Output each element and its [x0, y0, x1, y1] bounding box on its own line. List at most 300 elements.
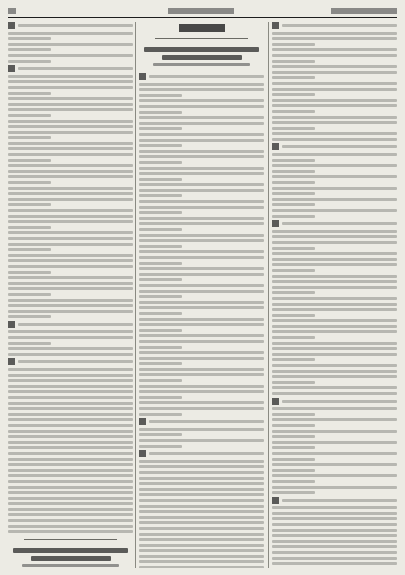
- text-line-placeholder: [8, 248, 51, 251]
- text-line-placeholder: [8, 80, 133, 83]
- text-line-placeholder: [8, 142, 133, 145]
- text-line-placeholder: [272, 159, 315, 162]
- text-line-placeholder: [8, 203, 51, 206]
- initial-letter-placeholder: [8, 321, 15, 328]
- text-line-placeholder: [139, 301, 264, 304]
- text-line-placeholder: [139, 566, 264, 568]
- text-line-placeholder: [8, 508, 133, 511]
- text-line-placeholder: [272, 342, 397, 345]
- text-line-placeholder: [272, 424, 315, 427]
- text-line-placeholder: [8, 463, 133, 466]
- text-line-placeholder: [8, 368, 133, 371]
- text-line-placeholder: [272, 452, 397, 455]
- text-line-placeholder: [8, 136, 51, 139]
- column-divider: [135, 22, 136, 568]
- text-line-placeholder: [272, 116, 397, 119]
- text-line-placeholder: [149, 420, 264, 423]
- text-line-placeholder: [139, 94, 182, 97]
- text-line-placeholder: [8, 299, 133, 302]
- text-line-placeholder: [139, 267, 264, 270]
- text-line-placeholder: [139, 239, 264, 242]
- text-line-placeholder: [8, 474, 133, 477]
- text-line-placeholder: [272, 435, 315, 438]
- text-line-placeholder: [8, 385, 133, 388]
- text-line-placeholder: [8, 164, 133, 167]
- text-line-placeholder: [272, 104, 397, 107]
- initial-letter-placeholder: [272, 398, 279, 405]
- text-line-placeholder: [8, 502, 133, 505]
- paragraph-start: [272, 220, 397, 227]
- masthead: [8, 6, 397, 18]
- text-line-placeholder: [8, 315, 51, 318]
- text-line-placeholder: [149, 75, 264, 78]
- text-line-placeholder: [8, 452, 133, 455]
- text-line-placeholder: [272, 446, 315, 449]
- text-line-placeholder: [272, 407, 397, 410]
- initial-letter-placeholder: [272, 22, 279, 29]
- text-line-placeholder: [8, 441, 133, 444]
- text-line-placeholder: [139, 105, 264, 108]
- text-line-placeholder: [272, 110, 315, 113]
- paragraph-start: [8, 321, 133, 328]
- text-line-placeholder: [272, 370, 397, 373]
- text-line-placeholder: [272, 93, 315, 96]
- text-line-placeholder: [272, 358, 315, 361]
- text-line-placeholder: [8, 446, 133, 449]
- text-line-placeholder: [272, 209, 397, 212]
- text-line-placeholder: [272, 82, 397, 85]
- text-line-placeholder: [272, 441, 397, 444]
- column-2: [139, 22, 264, 568]
- text-line-placeholder: [272, 170, 315, 173]
- text-line-placeholder: [139, 133, 264, 136]
- text-line-placeholder: [272, 303, 397, 306]
- text-line-placeholder: [8, 458, 133, 461]
- text-line-placeholder: [139, 396, 182, 399]
- text-line-placeholder: [8, 330, 133, 333]
- text-line-placeholder: [139, 323, 264, 326]
- text-line-placeholder: [8, 491, 133, 494]
- text-line-placeholder: [272, 258, 397, 261]
- text-line-placeholder: [8, 336, 133, 339]
- text-line-placeholder: [272, 280, 397, 283]
- text-line-placeholder: [272, 275, 397, 278]
- text-line-placeholder: [139, 189, 264, 192]
- text-line-placeholder: [272, 76, 315, 79]
- text-line-placeholder: [272, 486, 397, 489]
- text-line-placeholder: [139, 413, 182, 416]
- text-line-placeholder: [139, 445, 182, 448]
- text-line-placeholder: [8, 342, 51, 345]
- text-line-placeholder: [8, 231, 133, 234]
- text-line-placeholder: [139, 262, 182, 265]
- text-line-placeholder: [272, 241, 397, 244]
- initial-letter-placeholder: [272, 143, 279, 150]
- text-line-placeholder: [139, 329, 182, 332]
- text-line-placeholder: [8, 192, 133, 195]
- text-line-placeholder: [139, 256, 264, 259]
- text-line-placeholder: [272, 215, 315, 218]
- paragraph-start: [272, 398, 397, 405]
- text-line-placeholder: [272, 474, 397, 477]
- text-line-placeholder: [139, 318, 264, 321]
- text-line-placeholder: [8, 114, 51, 117]
- text-line-placeholder: [139, 194, 182, 197]
- text-line-placeholder: [8, 413, 133, 416]
- paragraph-start: [139, 418, 264, 425]
- text-line-placeholder: [8, 92, 51, 95]
- text-line-placeholder: [18, 323, 133, 326]
- text-line-placeholder: [8, 153, 133, 156]
- text-line-placeholder: [272, 463, 397, 466]
- text-line-placeholder: [8, 353, 133, 356]
- text-line-placeholder: [139, 206, 264, 209]
- text-line-placeholder: [139, 482, 264, 485]
- initial-letter-placeholder: [8, 358, 15, 365]
- text-line-placeholder: [8, 486, 133, 489]
- text-line-placeholder: [272, 48, 397, 51]
- text-line-placeholder: [272, 491, 315, 494]
- text-line-placeholder: [8, 310, 133, 313]
- text-line-placeholder: [139, 340, 264, 343]
- text-line-placeholder: [8, 198, 133, 201]
- text-line-placeholder: [139, 122, 264, 125]
- text-line-placeholder: [139, 150, 264, 153]
- initial-letter-placeholder: [272, 497, 279, 504]
- text-line-placeholder: [139, 351, 264, 354]
- article-divider: [155, 38, 248, 39]
- text-line-placeholder: [272, 181, 315, 184]
- text-line-placeholder: [272, 330, 397, 333]
- text-line-placeholder: [139, 306, 264, 309]
- text-line-placeholder: [272, 198, 397, 201]
- text-line-placeholder: [8, 43, 133, 46]
- text-line-placeholder: [272, 88, 397, 91]
- text-line-placeholder: [8, 209, 133, 212]
- text-line-placeholder: [272, 523, 397, 526]
- text-line-placeholder: [139, 83, 264, 86]
- text-line-placeholder: [8, 379, 133, 382]
- text-line-placeholder: [272, 138, 397, 141]
- text-line-placeholder: [272, 308, 397, 311]
- text-line-placeholder: [139, 167, 264, 170]
- initial-letter-placeholder: [8, 22, 15, 29]
- text-line-placeholder: [8, 513, 133, 516]
- text-line-placeholder: [272, 319, 397, 322]
- text-line-placeholder: [8, 125, 133, 128]
- text-line-placeholder: [8, 75, 133, 78]
- text-line-placeholder: [272, 252, 397, 255]
- text-line-placeholder: [272, 71, 397, 74]
- text-line-placeholder: [8, 407, 133, 410]
- text-line-placeholder: [272, 286, 397, 289]
- text-line-placeholder: [139, 471, 264, 474]
- text-line-placeholder: [282, 24, 397, 27]
- text-line-placeholder: [272, 347, 397, 350]
- paragraph-start: [272, 497, 397, 504]
- text-line-placeholder: [272, 132, 397, 135]
- text-line-placeholder: [8, 103, 133, 106]
- text-line-placeholder: [272, 551, 397, 554]
- text-line-placeholder: [139, 161, 182, 164]
- text-line-placeholder: [8, 259, 133, 262]
- text-line-placeholder: [139, 533, 264, 536]
- section-title-placeholder: [179, 24, 225, 32]
- text-line-placeholder: [8, 282, 133, 285]
- text-line-placeholder: [8, 60, 51, 63]
- text-line-placeholder: [272, 562, 397, 565]
- subheading-placeholder: [22, 564, 120, 567]
- initial-letter-placeholder: [272, 220, 279, 227]
- text-line-placeholder: [272, 353, 397, 356]
- text-line-placeholder: [272, 43, 315, 46]
- text-line-placeholder: [8, 54, 133, 57]
- text-line-placeholder: [149, 452, 264, 455]
- text-line-placeholder: [272, 164, 397, 167]
- text-line-placeholder: [139, 172, 264, 175]
- text-line-placeholder: [8, 402, 133, 405]
- text-line-placeholder: [139, 516, 264, 519]
- text-line-placeholder: [272, 364, 397, 367]
- initial-letter-placeholder: [139, 450, 146, 457]
- text-line-placeholder: [139, 499, 264, 502]
- text-line-placeholder: [8, 530, 133, 533]
- text-line-placeholder: [8, 147, 133, 150]
- heading-placeholder: [13, 548, 128, 553]
- initial-letter-placeholder: [139, 73, 146, 80]
- text-line-placeholder: [272, 458, 315, 461]
- text-line-placeholder: [282, 499, 397, 502]
- text-line-placeholder: [139, 465, 264, 468]
- text-line-placeholder: [139, 373, 264, 376]
- heading-placeholder: [162, 55, 242, 60]
- text-line-placeholder: [8, 97, 133, 100]
- text-line-placeholder: [139, 273, 264, 276]
- text-line-placeholder: [139, 379, 182, 382]
- text-line-placeholder: [8, 181, 51, 184]
- text-line-placeholder: [272, 534, 397, 537]
- text-line-placeholder: [8, 48, 51, 51]
- text-line-placeholder: [282, 400, 397, 403]
- text-line-placeholder: [272, 512, 397, 515]
- text-line-placeholder: [18, 360, 133, 363]
- text-line-placeholder: [8, 374, 133, 377]
- text-line-placeholder: [272, 392, 397, 395]
- text-line-placeholder: [139, 510, 264, 513]
- text-line-placeholder: [272, 325, 397, 328]
- text-line-placeholder: [8, 469, 133, 472]
- text-line-placeholder: [139, 88, 264, 91]
- paragraph-start: [139, 450, 264, 457]
- text-line-placeholder: [272, 65, 397, 68]
- text-line-placeholder: [272, 381, 315, 384]
- text-line-placeholder: [139, 234, 264, 237]
- text-line-placeholder: [272, 480, 315, 483]
- text-line-placeholder: [272, 247, 315, 250]
- initial-letter-placeholder: [139, 418, 146, 425]
- article-heading: [139, 47, 264, 66]
- text-line-placeholder: [8, 347, 133, 350]
- text-line-placeholder: [272, 506, 397, 509]
- text-line-placeholder: [139, 357, 264, 360]
- text-line-placeholder: [139, 390, 264, 393]
- text-line-placeholder: [139, 346, 182, 349]
- text-line-placeholder: [272, 557, 397, 560]
- text-line-placeholder: [8, 480, 133, 483]
- text-line-placeholder: [8, 519, 133, 522]
- heading-placeholder: [31, 556, 111, 561]
- text-line-placeholder: [139, 460, 264, 463]
- text-line-placeholder: [272, 32, 397, 35]
- article-divider: [24, 539, 117, 540]
- text-line-placeholder: [272, 203, 315, 206]
- text-line-placeholder: [272, 529, 397, 532]
- subheading-placeholder: [153, 63, 251, 66]
- text-line-placeholder: [272, 153, 397, 156]
- text-line-placeholder: [139, 250, 264, 253]
- paragraph-start: [139, 73, 264, 80]
- text-line-placeholder: [139, 560, 264, 563]
- text-line-placeholder: [139, 401, 264, 404]
- text-line-placeholder: [272, 54, 397, 57]
- text-line-placeholder: [139, 488, 264, 491]
- text-line-placeholder: [139, 99, 264, 102]
- article-heading: [8, 548, 133, 567]
- paragraph-start: [272, 143, 397, 150]
- text-line-placeholder: [8, 108, 133, 111]
- text-line-placeholder: [139, 433, 182, 436]
- text-line-placeholder: [18, 67, 133, 70]
- paragraph-start: [8, 358, 133, 365]
- text-line-placeholder: [272, 469, 315, 472]
- text-line-placeholder: [139, 245, 182, 248]
- text-line-placeholder: [139, 144, 182, 147]
- text-line-placeholder: [139, 228, 182, 231]
- text-line-placeholder: [139, 385, 264, 388]
- text-line-placeholder: [8, 159, 51, 162]
- text-line-placeholder: [272, 336, 315, 339]
- text-line-placeholder: [8, 424, 133, 427]
- text-line-placeholder: [8, 32, 133, 35]
- newspaper-title-placeholder: [168, 8, 234, 14]
- text-line-placeholder: [8, 226, 51, 229]
- text-line-placeholder: [139, 200, 264, 203]
- text-line-placeholder: [139, 521, 264, 524]
- text-line-placeholder: [139, 278, 182, 281]
- text-line-placeholder: [8, 304, 133, 307]
- text-line-placeholder: [272, 413, 315, 416]
- text-line-placeholder: [139, 111, 182, 114]
- text-line-placeholder: [272, 187, 397, 190]
- text-line-placeholder: [272, 175, 397, 178]
- text-line-placeholder: [8, 287, 133, 290]
- text-line-placeholder: [8, 187, 133, 190]
- text-line-placeholder: [139, 407, 264, 410]
- section-title: [139, 24, 264, 32]
- text-line-placeholder: [8, 390, 133, 393]
- text-line-placeholder: [139, 493, 264, 496]
- text-line-placeholder: [272, 37, 397, 40]
- text-line-placeholder: [139, 312, 182, 315]
- text-line-placeholder: [272, 230, 397, 233]
- text-line-placeholder: [272, 263, 397, 266]
- text-line-placeholder: [272, 297, 397, 300]
- text-line-placeholder: [139, 183, 264, 186]
- text-line-placeholder: [139, 362, 182, 365]
- text-line-placeholder: [8, 220, 133, 223]
- text-line-placeholder: [139, 439, 264, 442]
- column-3: [272, 22, 397, 568]
- text-line-placeholder: [139, 127, 182, 130]
- text-line-placeholder: [139, 290, 264, 293]
- column-1: [8, 22, 133, 568]
- text-line-placeholder: [139, 155, 264, 158]
- text-line-placeholder: [139, 477, 264, 480]
- text-line-placeholder: [18, 24, 133, 27]
- text-line-placeholder: [8, 276, 133, 279]
- text-line-placeholder: [8, 120, 133, 123]
- text-line-placeholder: [139, 538, 264, 541]
- text-line-placeholder: [282, 222, 397, 225]
- masthead-rule: [8, 17, 397, 18]
- text-line-placeholder: [139, 334, 264, 337]
- page-number-placeholder: [8, 8, 16, 14]
- text-line-placeholder: [8, 525, 133, 528]
- text-line-placeholder: [272, 127, 315, 130]
- text-line-placeholder: [282, 145, 397, 148]
- text-line-placeholder: [272, 269, 315, 272]
- text-line-placeholder: [8, 418, 133, 421]
- text-line-placeholder: [8, 430, 133, 433]
- text-line-placeholder: [8, 237, 133, 240]
- paragraph-start: [272, 22, 397, 29]
- text-line-placeholder: [139, 295, 182, 298]
- text-line-placeholder: [139, 139, 264, 142]
- text-line-placeholder: [272, 375, 397, 378]
- text-line-placeholder: [139, 505, 264, 508]
- text-line-placeholder: [139, 549, 264, 552]
- text-line-placeholder: [8, 497, 133, 500]
- text-line-placeholder: [8, 254, 133, 257]
- text-line-placeholder: [139, 428, 264, 431]
- text-line-placeholder: [272, 99, 397, 102]
- text-line-placeholder: [139, 527, 264, 530]
- text-line-placeholder: [8, 396, 133, 399]
- text-line-placeholder: [272, 545, 397, 548]
- text-line-placeholder: [272, 540, 397, 543]
- text-line-placeholder: [8, 271, 51, 274]
- text-line-placeholder: [8, 37, 51, 40]
- text-line-placeholder: [139, 222, 264, 225]
- text-line-placeholder: [139, 116, 264, 119]
- text-line-placeholder: [8, 215, 133, 218]
- text-line-placeholder: [139, 178, 182, 181]
- heading-placeholder: [144, 47, 259, 52]
- text-line-placeholder: [272, 291, 315, 294]
- text-line-placeholder: [8, 293, 51, 296]
- text-line-placeholder: [8, 175, 133, 178]
- text-line-placeholder: [139, 544, 264, 547]
- text-line-placeholder: [8, 435, 133, 438]
- text-line-placeholder: [272, 192, 315, 195]
- text-line-placeholder: [272, 314, 315, 317]
- text-line-placeholder: [272, 235, 397, 238]
- text-line-placeholder: [8, 265, 133, 268]
- text-line-placeholder: [272, 418, 397, 421]
- text-line-placeholder: [139, 211, 182, 214]
- text-line-placeholder: [272, 517, 397, 520]
- column-divider: [268, 22, 269, 568]
